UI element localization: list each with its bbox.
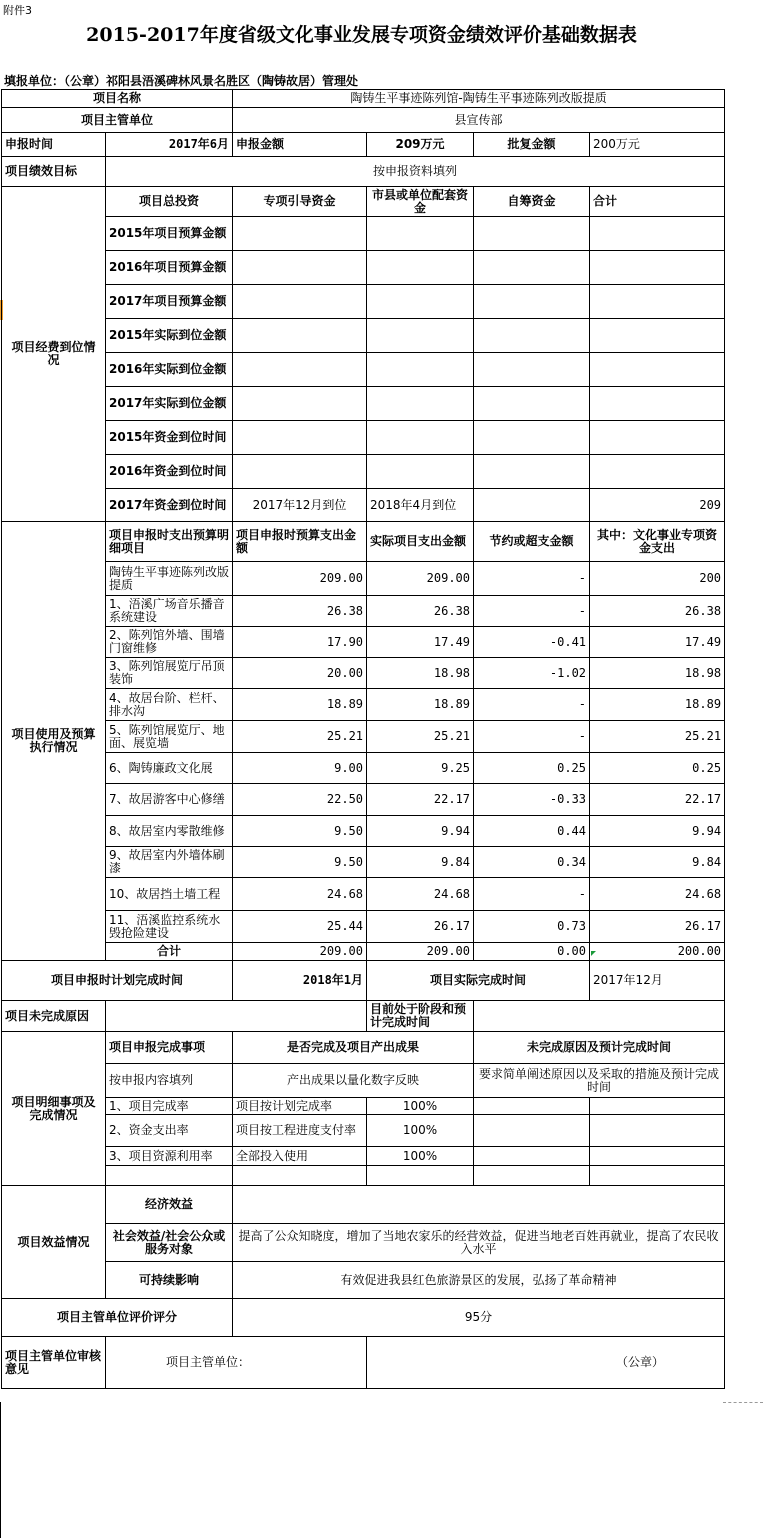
detail-header: 项目申报完成事项	[106, 1032, 233, 1064]
usage-diff: -0.33	[474, 784, 590, 816]
funding-row-label: 2015年项目预算金额	[106, 217, 233, 251]
funding-cell	[367, 251, 474, 285]
usage-special: 26.38	[590, 596, 725, 627]
funding-cell	[233, 285, 367, 319]
review-label: 项目主管单位审核意见	[2, 1337, 106, 1389]
economic-value	[233, 1186, 725, 1224]
funding-row-label: 2016年资金到位时间	[106, 455, 233, 489]
plan-time-label: 项目申报时计划完成时间	[2, 961, 233, 1001]
usage-header: 实际项目支出金额	[367, 522, 474, 562]
usage-special: 24.68	[590, 878, 725, 911]
funding-row-label: 2017年实际到位金额	[106, 387, 233, 421]
usage-actual: 209.00	[367, 562, 474, 596]
sustain-value: 有效促进我县红色旅游景区的发展，弘扬了革命精神	[233, 1262, 725, 1299]
stage-label: 目前处于阶段和预计完成时间	[367, 1001, 474, 1032]
apply-amount-label: 申报金额	[233, 133, 367, 157]
table-row	[2, 319, 725, 353]
usage-item: 10、故居挡土墙工程	[106, 878, 233, 911]
table-row	[2, 455, 725, 489]
usage-total-diff: 0.00	[474, 943, 590, 961]
usage-total-actual: 209.00	[367, 943, 474, 961]
economic-label: 经济效益	[106, 1186, 233, 1224]
grid-edge-line	[0, 1402, 1, 1538]
usage-special: 9.84	[590, 847, 725, 878]
detail-cell	[474, 1098, 590, 1115]
usage-item: 3、陈列馆展览厅吊顶装饰	[106, 658, 233, 689]
usage-budget: 209.00	[233, 562, 367, 596]
table-row	[2, 108, 725, 133]
usage-diff: 0.25	[474, 753, 590, 784]
detail-cell	[590, 1147, 725, 1166]
usage-actual: 24.68	[367, 878, 474, 911]
usage-total-budget: 209.00	[233, 943, 367, 961]
project-name-value: 陶铸生平事迹陈列馆-陶铸生平事迹陈列改版提质	[233, 90, 725, 108]
approved-value: 200万元	[590, 133, 725, 157]
detail-cell	[590, 1115, 725, 1147]
funding-cell	[474, 455, 590, 489]
funding-cell	[367, 455, 474, 489]
table-row	[2, 878, 725, 911]
usage-special: 9.94	[590, 816, 725, 847]
table-row	[2, 1186, 725, 1224]
table-row	[2, 387, 725, 421]
detail-cell	[474, 1115, 590, 1147]
funding-cell	[367, 387, 474, 421]
funding-cell	[233, 353, 367, 387]
table-row	[2, 285, 725, 319]
usage-diff: -	[474, 689, 590, 721]
evaluation-score: 95分	[233, 1299, 725, 1337]
detail-desc: 项目按计划完成率	[233, 1098, 367, 1115]
funding-cell: 209	[590, 489, 725, 522]
detail-value: 100%	[367, 1098, 474, 1115]
usage-item: 4、故居台阶、栏杆、排水沟	[106, 689, 233, 721]
funding-cell	[367, 285, 474, 319]
detail-header: 是否完成及项目产出成果	[233, 1032, 474, 1064]
usage-actual: 18.98	[367, 658, 474, 689]
actual-time-label: 项目实际完成时间	[367, 961, 590, 1001]
table-row	[2, 784, 725, 816]
usage-actual: 22.17	[367, 784, 474, 816]
usage-header: 项目申报时预算支出金额	[233, 522, 367, 562]
usage-special: 18.89	[590, 689, 725, 721]
benefit-section-label: 项目效益情况	[2, 1186, 106, 1299]
page-break-line	[723, 1402, 763, 1403]
usage-diff: 0.73	[474, 911, 590, 943]
usage-header: 项目申报时支出预算明细项目	[106, 522, 233, 562]
table-row	[2, 217, 725, 251]
usage-budget: 24.68	[233, 878, 367, 911]
usage-diff: -	[474, 562, 590, 596]
social-label: 社会效益/社会公众或服务对象	[106, 1224, 233, 1262]
usage-item: 11、浯溪监控系统水毁抢险建设	[106, 911, 233, 943]
detail-value: 100%	[367, 1147, 474, 1166]
funding-cell	[233, 421, 367, 455]
usage-actual: 25.21	[367, 721, 474, 753]
funding-cell	[474, 217, 590, 251]
usage-budget: 20.00	[233, 658, 367, 689]
funding-row-label: 2017年资金到位时间	[106, 489, 233, 522]
usage-diff: -	[474, 878, 590, 911]
usage-budget: 9.50	[233, 847, 367, 878]
table-row	[2, 627, 725, 658]
table-row	[2, 1147, 725, 1166]
usage-special: 0.25	[590, 753, 725, 784]
usage-budget: 9.00	[233, 753, 367, 784]
table-row	[2, 1337, 725, 1389]
detail-cell	[474, 1147, 590, 1166]
funding-cell: 2018年4月到位	[367, 489, 474, 522]
funding-row-label: 2016年项目预算金额	[106, 251, 233, 285]
unfinished-label: 项目未完成原因	[2, 1001, 106, 1032]
detail-hint: 按申报内容填列	[106, 1064, 233, 1098]
detail-header: 未完成原因及预计完成时间	[474, 1032, 725, 1064]
funding-cell: 2017年12月到位	[233, 489, 367, 522]
comment-indicator	[591, 951, 596, 956]
funding-cell	[474, 319, 590, 353]
usage-item: 2、陈列馆外墙、围墙门窗维修	[106, 627, 233, 658]
review-seal: （公章）	[367, 1337, 725, 1389]
table-row	[2, 1064, 725, 1098]
table-row	[2, 658, 725, 689]
detail-cell	[233, 1166, 367, 1186]
table-row	[2, 187, 725, 217]
usage-special: 200	[590, 562, 725, 596]
funding-cell	[474, 285, 590, 319]
table-row	[2, 961, 725, 1001]
usage-item: 1、浯溪广场音乐播音系统建设	[106, 596, 233, 627]
annex-label: 附件3	[3, 4, 32, 17]
apply-time-value: 2017年6月	[106, 133, 233, 157]
usage-diff: -	[474, 721, 590, 753]
table-row	[2, 847, 725, 878]
usage-budget: 25.44	[233, 911, 367, 943]
unfinished-value	[106, 1001, 367, 1032]
funding-header: 合计	[590, 187, 725, 217]
usage-diff: 0.34	[474, 847, 590, 878]
funding-cell	[233, 455, 367, 489]
apply-amount-value: 209万元	[367, 133, 474, 157]
funding-cell	[590, 353, 725, 387]
detail-section-label: 项目明细事项及完成情况	[2, 1032, 106, 1186]
detail-cell	[590, 1098, 725, 1115]
funding-cell	[590, 387, 725, 421]
usage-budget: 17.90	[233, 627, 367, 658]
supervisor-label: 项目主管单位	[2, 108, 233, 133]
detail-cell	[474, 1166, 590, 1186]
detail-cell	[367, 1166, 474, 1186]
table-row	[2, 1166, 725, 1186]
usage-total-label: 合计	[106, 943, 233, 961]
funding-row-label: 2015年资金到位时间	[106, 421, 233, 455]
table-row	[2, 353, 725, 387]
usage-header: 其中：文化事业专项资金支出	[590, 522, 725, 562]
usage-header: 节约或超支金额	[474, 522, 590, 562]
funding-cell	[474, 251, 590, 285]
usage-budget: 9.50	[233, 816, 367, 847]
table-row	[2, 562, 725, 596]
goal-value: 按申报资料填列	[106, 157, 725, 187]
funding-cell	[367, 353, 474, 387]
table-row	[2, 1032, 725, 1064]
supervisor-value: 县宣传部	[233, 108, 725, 133]
usage-actual: 9.84	[367, 847, 474, 878]
apply-time-label: 申报时间	[2, 133, 106, 157]
usage-special: 22.17	[590, 784, 725, 816]
data-table	[1, 89, 725, 1389]
usage-special: 26.17	[590, 911, 725, 943]
detail-cell	[106, 1166, 233, 1186]
detail-desc: 全部投入使用	[233, 1147, 367, 1166]
usage-budget: 25.21	[233, 721, 367, 753]
table-row	[2, 1262, 725, 1299]
usage-special: 18.98	[590, 658, 725, 689]
table-row	[2, 596, 725, 627]
approved-label: 批复金额	[474, 133, 590, 157]
actual-time-value: 2017年12月	[590, 961, 725, 1001]
funding-row-label: 2015年实际到位金额	[106, 319, 233, 353]
table-row	[2, 421, 725, 455]
usage-actual: 17.49	[367, 627, 474, 658]
usage-item: 8、故居室内零散维修	[106, 816, 233, 847]
usage-section-label: 项目使用及预算执行情况	[2, 522, 106, 961]
funding-cell	[233, 387, 367, 421]
detail-cell	[590, 1166, 725, 1186]
usage-budget: 26.38	[233, 596, 367, 627]
usage-actual: 18.89	[367, 689, 474, 721]
usage-item: 陶铸生平事迹陈列改版提质	[106, 562, 233, 596]
funding-cell	[590, 217, 725, 251]
social-value: 提高了公众知晓度，增加了当地农家乐的经营效益，促进当地老百姓再就业，提高了农民收入水平	[233, 1224, 725, 1262]
usage-actual: 9.94	[367, 816, 474, 847]
reporting-unit: 填报单位：（公章）祁阳县浯溪碑林风景名胜区（陶铸故居）管理处	[4, 74, 359, 88]
usage-diff: -1.02	[474, 658, 590, 689]
goal-label: 项目绩效目标	[2, 157, 106, 187]
funding-cell	[590, 285, 725, 319]
usage-special: 25.21	[590, 721, 725, 753]
table-row	[2, 1299, 725, 1337]
usage-diff: -0.41	[474, 627, 590, 658]
funding-cell	[367, 319, 474, 353]
funding-header: 专项引导资金	[233, 187, 367, 217]
funding-cell	[233, 251, 367, 285]
usage-diff: -	[474, 596, 590, 627]
usage-item: 6、陶铸廉政文化展	[106, 753, 233, 784]
funding-cell	[367, 421, 474, 455]
evaluation-label: 项目主管单位评价评分	[2, 1299, 233, 1337]
table-row	[2, 157, 725, 187]
funding-cell	[474, 387, 590, 421]
funding-cell	[590, 455, 725, 489]
table-row	[2, 689, 725, 721]
usage-actual: 26.38	[367, 596, 474, 627]
table-row	[2, 133, 725, 157]
detail-item: 3、项目资源利用率	[106, 1147, 233, 1166]
usage-total-special: 200.00	[590, 943, 725, 961]
funding-cell	[367, 217, 474, 251]
funding-row-label: 2016年实际到位金额	[106, 353, 233, 387]
usage-item: 5、陈列馆展览厅、地面、展览墙	[106, 721, 233, 753]
usage-diff: 0.44	[474, 816, 590, 847]
detail-hint: 要求简单阐述原因以及采取的措施及预计完成时间	[474, 1064, 725, 1098]
usage-item: 9、故居室内外墙体刷漆	[106, 847, 233, 878]
sustain-label: 可持续影响	[106, 1262, 233, 1299]
project-name-label: 项目名称	[2, 90, 233, 108]
stage-value	[474, 1001, 725, 1032]
table-row	[2, 522, 725, 562]
table-row	[2, 911, 725, 943]
usage-actual: 26.17	[367, 911, 474, 943]
detail-hint: 产出成果以量化数字反映	[233, 1064, 474, 1098]
funding-cell	[590, 421, 725, 455]
detail-value: 100%	[367, 1115, 474, 1147]
usage-budget: 18.89	[233, 689, 367, 721]
review-text: 项目主管单位：	[106, 1337, 367, 1389]
table-row	[2, 816, 725, 847]
detail-item: 1、项目完成率	[106, 1098, 233, 1115]
funding-header: 市县或单位配套资金	[367, 187, 474, 217]
table-row	[2, 1224, 725, 1262]
funding-cell	[474, 489, 590, 522]
table-row	[2, 251, 725, 285]
table-row	[2, 1115, 725, 1147]
table-row	[2, 753, 725, 784]
funding-cell	[233, 319, 367, 353]
page-title: 2015-2017年度省级文化事业发展专项资金绩效评价基础数据表	[86, 24, 637, 46]
usage-budget: 22.50	[233, 784, 367, 816]
funding-header: 项目总投资	[106, 187, 233, 217]
usage-special: 17.49	[590, 627, 725, 658]
funding-cell	[474, 353, 590, 387]
funding-cell	[590, 251, 725, 285]
table-row	[2, 489, 725, 522]
funding-cell	[474, 421, 590, 455]
table-row	[2, 721, 725, 753]
table-row	[2, 943, 725, 961]
plan-time-value: 2018年1月	[233, 961, 367, 1001]
funding-cell	[590, 319, 725, 353]
table-row	[2, 90, 725, 108]
funding-header: 自筹资金	[474, 187, 590, 217]
table-row	[2, 1098, 725, 1115]
usage-item: 7、故居游客中心修缮	[106, 784, 233, 816]
detail-item: 2、资金支出率	[106, 1115, 233, 1147]
funding-section-label: 项目经费到位情况	[2, 187, 106, 522]
funding-row-label: 2017年项目预算金额	[106, 285, 233, 319]
usage-actual: 9.25	[367, 753, 474, 784]
funding-cell	[233, 217, 367, 251]
table-row	[2, 1001, 725, 1032]
detail-desc: 项目按工程进度支付率	[233, 1115, 367, 1147]
